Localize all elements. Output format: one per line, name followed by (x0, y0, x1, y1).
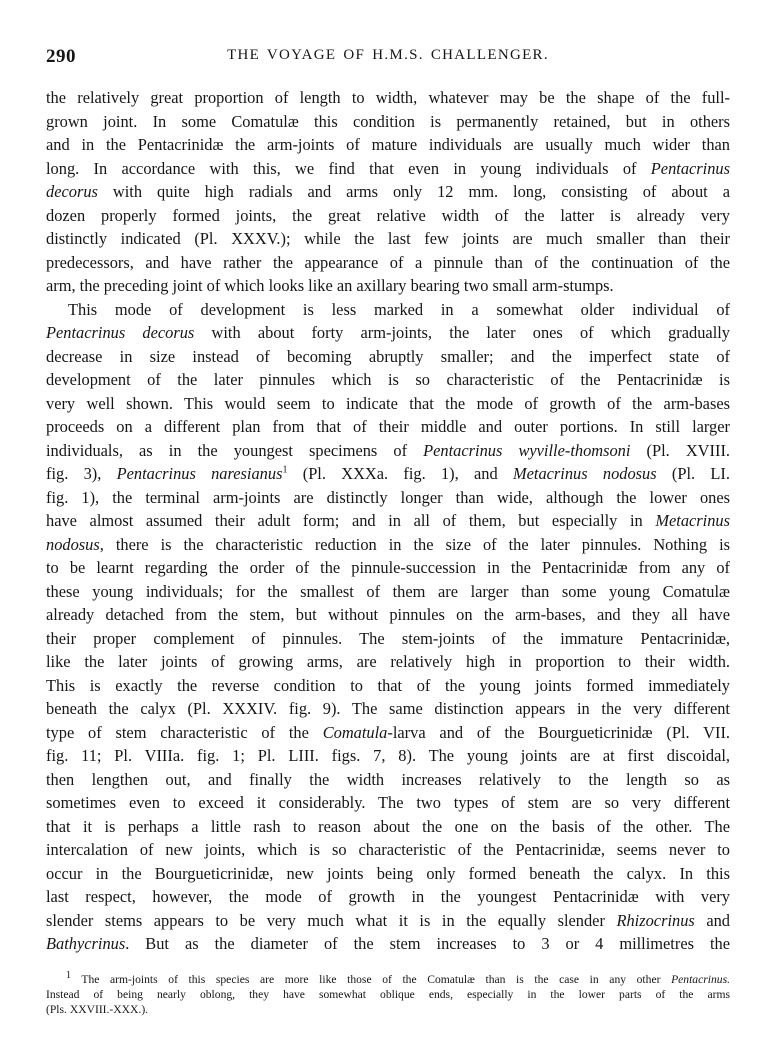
text-line: then lengthen out, and finally the width increases relatively to the length so as (46, 769, 730, 789)
taxon-name: Pentacrinus (650, 158, 730, 178)
footnote-line: Instead of being nearly oblong, they have somewhat oblique ends, especially in the lower parts of the arms (46, 988, 730, 1001)
text-line: proceeds on a different plan from that of their middle and outer portions. In still larger (46, 417, 730, 436)
text-run: with about forty arm-joints, the later ones of which gradually (194, 323, 731, 342)
text-run: . But as the diameter of the stem increases to 3 or 4 millimetres the (125, 934, 730, 953)
text-run: and (694, 910, 730, 930)
text-line: fig. 11; Pl. VIIIa. fig. 1; Pl. LIII. figs. 7, 8). The young joints are at first discoidal, (46, 746, 730, 765)
taxon-name: Pentacrinus wyville-thomsoni (423, 440, 631, 460)
running-title: THE VOYAGE OF H.M.S. CHALLENGER. (227, 47, 549, 63)
text-line: that it is perhaps a little rash to reason about the one on the basis of the other. The (46, 816, 730, 836)
text-line: these young individuals; for the smallest of them are larger than some young Comatulæ (46, 581, 730, 601)
text-line (46, 533, 730, 557)
text-run: type of stem characteristic of the (46, 722, 323, 742)
footnote-marker: 1 (66, 970, 71, 982)
text-line: arm, the preceding joint of which looks like an axillary bearing two small arm-stumps. (46, 276, 614, 295)
text-line (46, 932, 730, 956)
taxon-name: Comatula (322, 722, 388, 742)
text-run: fig. 3), (46, 464, 117, 483)
text-run: (Pl. XVIII. (630, 440, 730, 460)
page-number: 290 (46, 46, 76, 67)
running-header (46, 46, 730, 68)
text-line (46, 462, 730, 486)
text-line: very well shown. This would seem to indicate that the mode of growth of the arm-bases (46, 393, 730, 413)
text-line: fig. 1), the terminal arm-joints are distinctly longer than wide, although the lower ones (46, 487, 730, 507)
text-line (46, 321, 730, 345)
text-line (46, 509, 730, 533)
text-line: predecessors, and have rather the appearance of a pinnule than of the continuation of the (46, 252, 730, 272)
text-run: (Pl. XXXa. fig. 1), and (287, 464, 513, 483)
footnote (46, 972, 730, 1017)
taxon-name: Metacrinus nodosus (512, 464, 657, 483)
text-line: beneath the calyx (Pl. XXXIV. fig. 9). The same distinction appears in the very different (46, 699, 730, 718)
text-line: already detached from the stem, but without pinnules on the arm-bases, and they all have (46, 605, 730, 624)
body-text (46, 86, 730, 956)
text-line: This mode of development is less marked in a somewhat older individual of (68, 299, 730, 319)
text-run: have almost assumed their adult form; and in all of them, but especially in (46, 511, 656, 530)
text-line (46, 439, 730, 463)
text-line: their proper complement of pinnules. The stem-joints of the immature Pentacrinidæ, (46, 628, 730, 648)
text-line: the relatively great proportion of length to width, whatever may be the shape of the full- (46, 88, 730, 107)
text-line: to be learnt regarding the order of the pinnule-succession in the Pentacrinidæ from any of (46, 558, 730, 577)
taxon-name: Rhizocrinus (616, 910, 695, 930)
text-run: (Pl. LI. (656, 464, 730, 483)
text-run: slender stems appears to be very much what it is in the equally slender (46, 910, 617, 930)
text-line: like the later joints of growing arms, are relatively high in proportion to their width. (46, 652, 730, 671)
footnote-marker: 1 (282, 464, 288, 476)
text-line: decrease in size instead of becoming abruptly smaller; and the imperfect state of (46, 346, 730, 366)
text-line: sometimes even to exceed it considerably. The two types of stem are so very different (46, 793, 730, 812)
taxon-name: decorus (46, 182, 98, 201)
text-line: occur in the Bourgueticrinidæ, new joints being only formed beneath the calyx. In this (46, 863, 730, 883)
text-line: development of the later pinnules which is so characteristic of the Pentacrinidæ is (46, 370, 730, 389)
text-line (46, 180, 730, 204)
text-run: The arm-joints of this species are more like those of the Comatulæ than is the case in any other (71, 973, 672, 986)
taxon-name: Pentacrinus naresianus (116, 464, 283, 483)
taxon-name: Metacrinus (655, 511, 730, 530)
taxon-name: nodosus (46, 534, 100, 554)
text-line (46, 157, 730, 181)
text-line: dozen properly formed joints, the great relative width of the latter is already very (46, 205, 730, 225)
footnote-line: (Pls. XXVIII.-XXX.). (46, 1003, 149, 1016)
text-run: , there is the characteristic reduction in the size of the later pinnules. Nothing is (99, 534, 730, 554)
taxon-name: Pentacrinus decorus (46, 323, 195, 342)
text-line: and in the Pentacrinidæ the arm-joints of mature individuals are usually much wider than (46, 135, 730, 154)
text-line (46, 721, 730, 745)
taxon-name: Bathycrinus (46, 934, 126, 953)
footnote-line (46, 972, 730, 987)
text-line: intercalation of new joints, which is so characteristic of the Pentacrinidæ, seems never to (46, 840, 730, 859)
text-line: last respect, however, the mode of growth in the youngest Pentacrinidæ with very (46, 887, 730, 906)
text-run: with quite high radials and arms only 12 mm. long, consisting of about a (97, 182, 730, 201)
text-run: long. In accordance with this, we find that even in young individuals of (46, 158, 651, 178)
text-line: distinctly indicated (Pl. XXXV.); while the last few joints are much smaller than their (46, 229, 730, 248)
text-line (46, 909, 730, 933)
text-run: individuals, as in the youngest specimens of (46, 440, 424, 460)
text-line: grown joint. In some Comatulæ this condition is permanently retained, but in others (46, 111, 730, 131)
text-line: This is exactly the reverse condition to that of the young joints formed immediately (46, 675, 730, 695)
text-run: -larva and of the Bourgueticrinidæ (Pl. VII. (387, 722, 730, 742)
taxon-name: Pentacrinus. (671, 973, 730, 986)
